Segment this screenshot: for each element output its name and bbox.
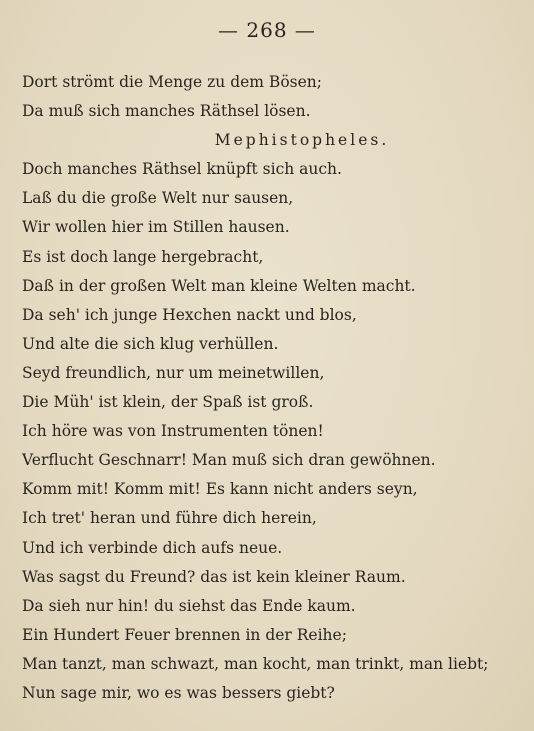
verse-line: Es ist doch lange hergebracht, [22,247,264,266]
verse-line: Wir wollen hier im Stillen hausen. [22,218,290,237]
verse-line: Daß in der großen Welt man kleine Welten macht. [22,276,416,295]
verse-line: Ich tret' heran und führe dich herein, [22,509,317,528]
verse-line: Komm mit! Komm mit! Es kann nicht anders seyn, [22,480,418,499]
verse-line: Seyd freundlich, nur um meinetwillen, [22,363,325,382]
verse-line: Da muß sich manches Räthsel lösen. [22,102,311,121]
verse-line: Und ich verbinde dich aufs neue. [22,538,283,557]
speaker-name: Mephistopheles. [214,131,390,150]
verse-line: Was sagst du Freund? das ist kein kleiner Raum. [22,567,406,586]
verse-line: Ich höre was von Instrumenten tönen! [22,422,324,441]
verse-line: Die Müh' ist klein, der Spaß ist groß. [22,393,314,412]
text-block [22,68,522,708]
verse-line: Ein Hundert Feuer brennen in der Reihe; [22,625,347,644]
verse-line: Nun sage mir, wo es was bessers giebt? [22,683,335,702]
verse-line: Man tanzt, man schwazt, man kocht, man trinkt, man liebt; [22,654,489,673]
verse-line: Da sieh nur hin! du siehst das Ende kaum. [22,596,356,615]
verse-line: Und alte die sich klug verhüllen. [22,334,279,353]
verse-line: Dort strömt die Menge zu dem Bösen; [22,73,322,91]
verse-line: Da seh' ich junge Hexchen nackt und blos, [22,305,357,324]
page-number: — 268 — [218,18,316,42]
verse-line: Verflucht Geschnarr! Man muß sich dran gewöhnen. [22,451,436,470]
verse-line: Laß du die große Welt nur sausen, [22,189,294,208]
verse-line: Doch manches Räthsel knüpft sich auch. [22,160,342,179]
